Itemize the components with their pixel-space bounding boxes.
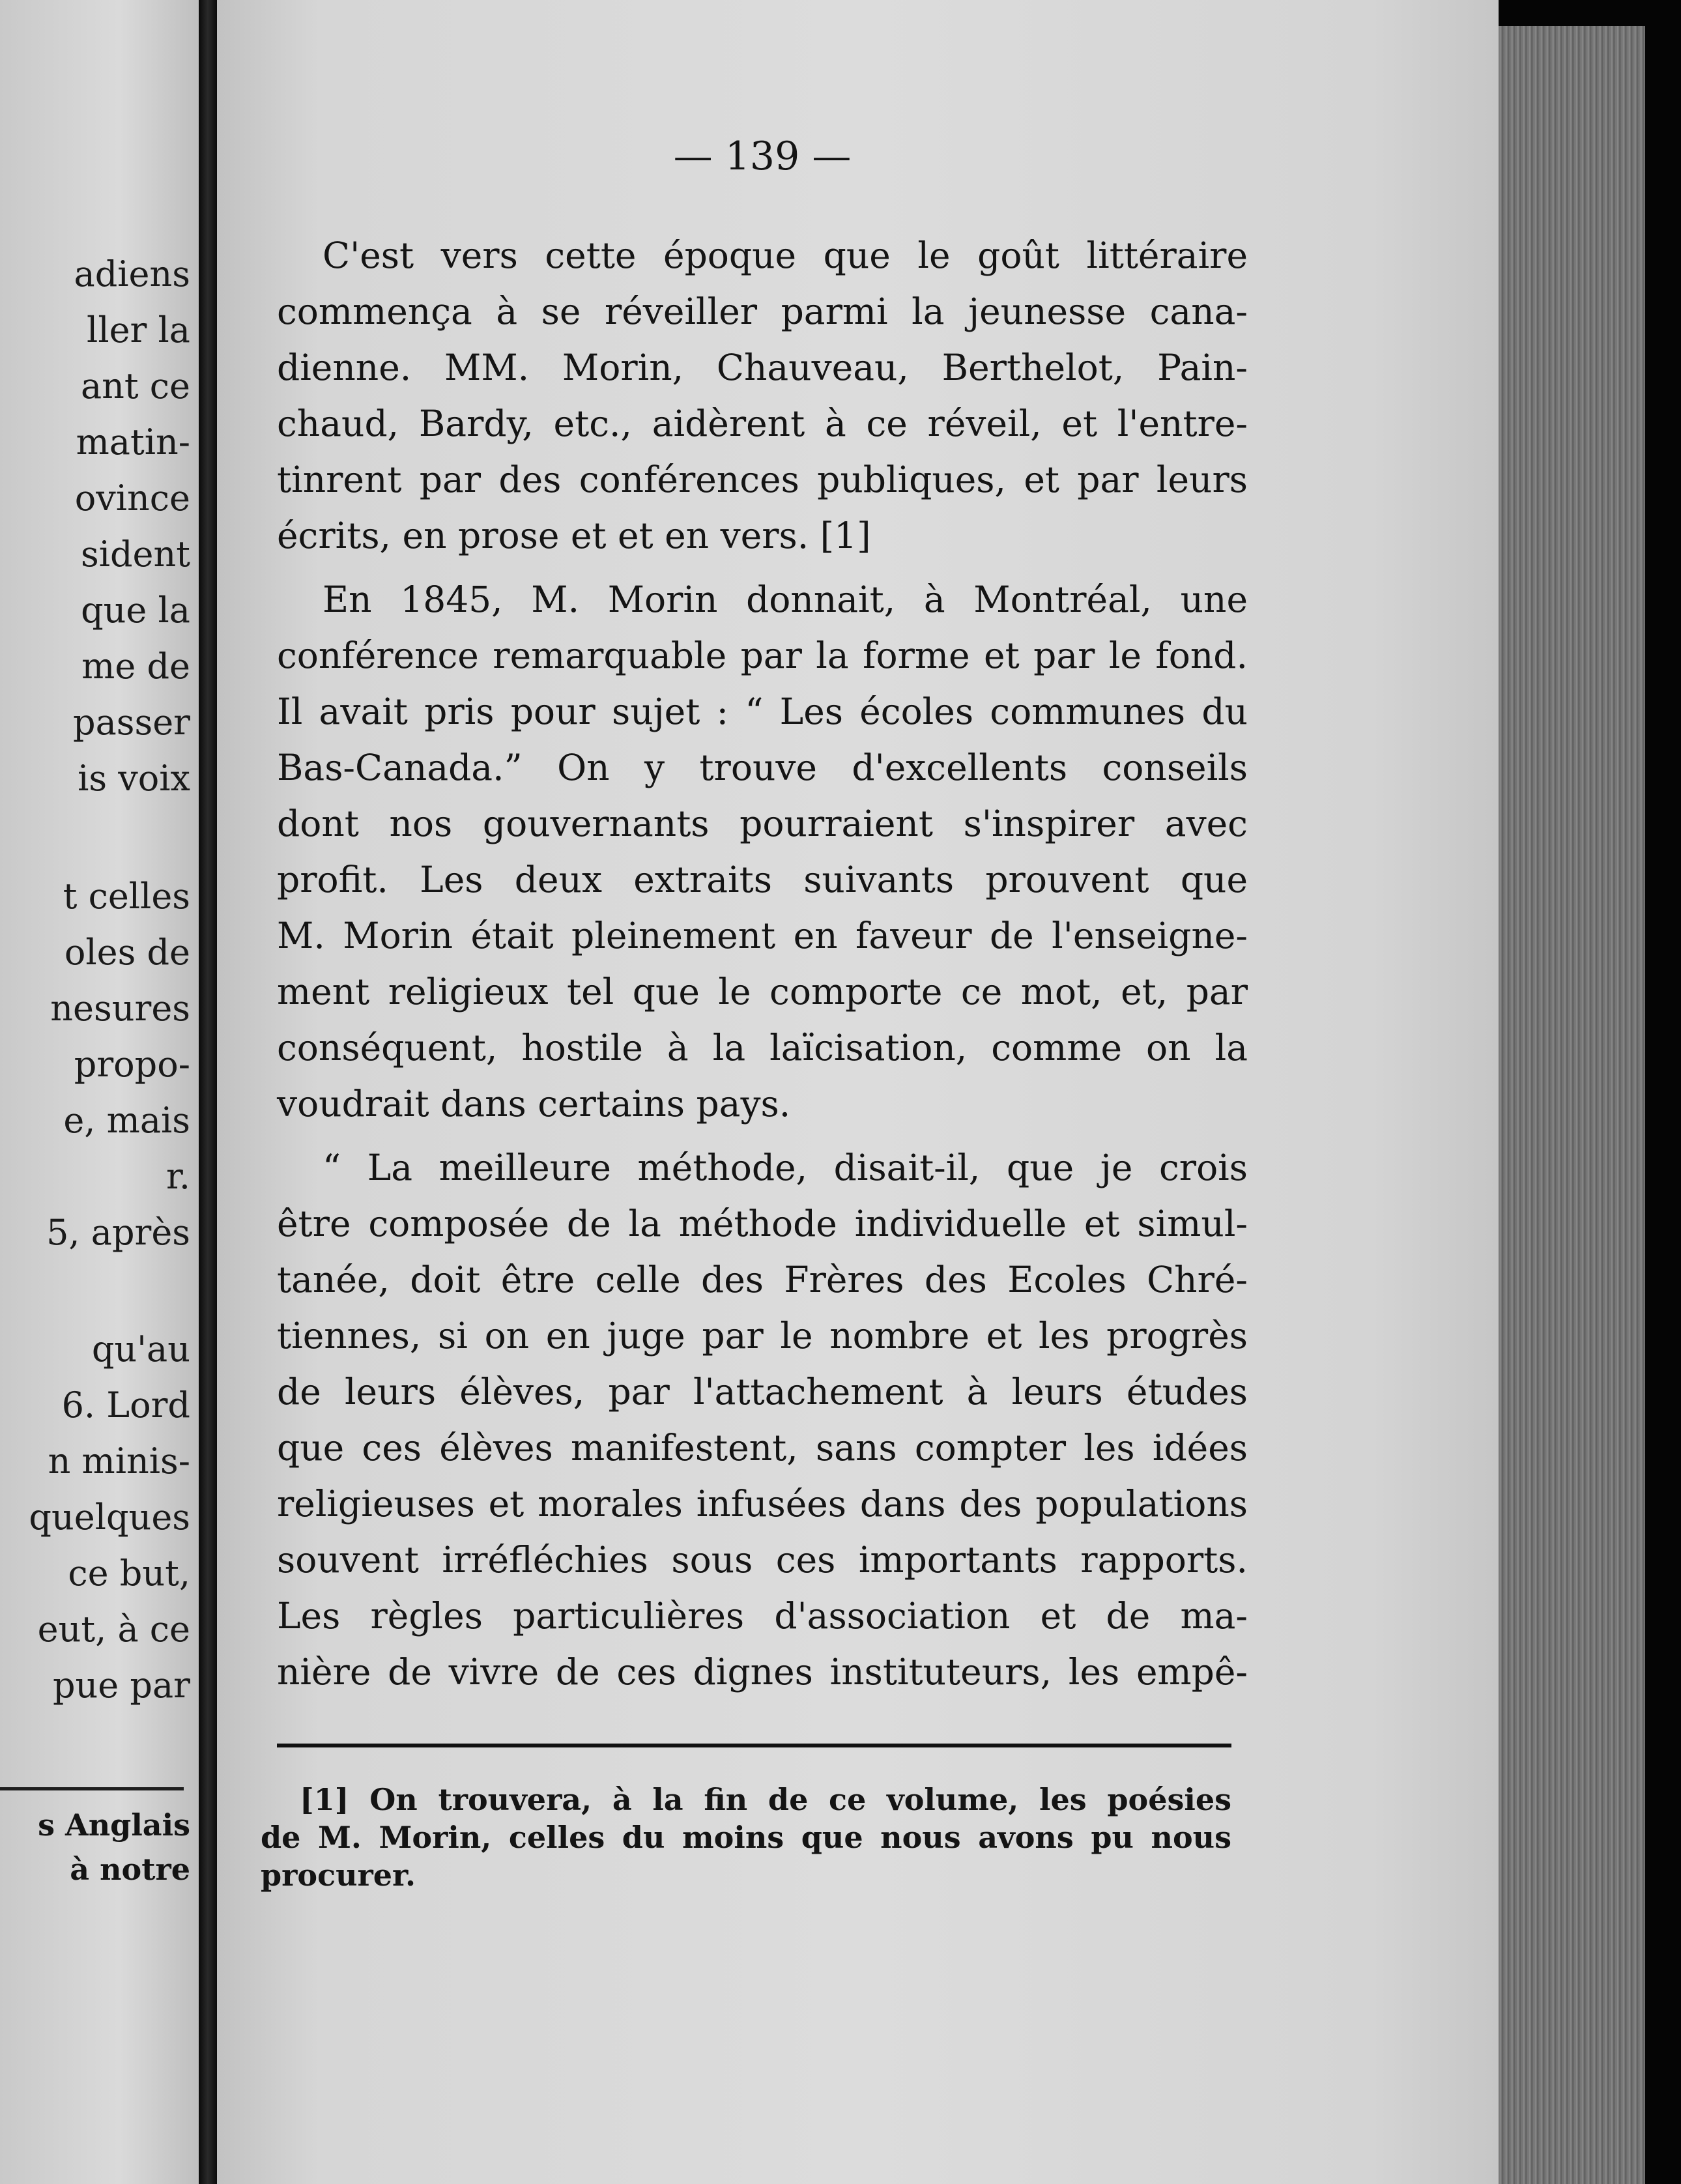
text-line: écrits, en prose et et en vers. [1]	[277, 515, 871, 556]
text-line: nière de vivre de ces dignes instituteurs, les empê-	[277, 1651, 1248, 1693]
left-page-line: ller la	[87, 310, 190, 351]
left-page-line: me de	[81, 646, 190, 687]
left-page-line: ovince	[74, 478, 190, 519]
text-line: voudrait dans certains pays.	[277, 1083, 791, 1125]
left-page-line: passer	[73, 702, 190, 743]
text-line: En 1845, M. Morin donnait, à Montréal, une	[323, 579, 1248, 620]
previous-page-fragment	[0, 0, 199, 2184]
text-line: tiennes, si on en juge par le nombre et les progrès	[277, 1315, 1248, 1357]
text-line: tinrent par des conférences publiques, et par leurs	[277, 459, 1248, 500]
text-line: C'est vers cette époque que le goût littéraire	[323, 235, 1248, 276]
text-line: religieuses et morales infusées dans des populations	[277, 1483, 1248, 1525]
footnote-line: procurer.	[261, 1858, 416, 1893]
text-line: M. Morin était pleinement en faveur de l'enseigne-	[277, 915, 1248, 956]
left-page-footnote-rule	[0, 1787, 184, 1790]
left-page-line: 5, après	[46, 1213, 190, 1253]
text-line: dienne. MM. Morin, Chauveau, Berthelot, Pain-	[277, 347, 1248, 388]
footnote-rule	[277, 1744, 1231, 1747]
text-line: “ La meilleure méthode, disait-il, que je crois	[323, 1147, 1248, 1188]
text-line: être composée de la méthode individuelle et simul-	[277, 1203, 1248, 1244]
text-line: ment religieux tel que le comporte ce mot, et, par	[277, 971, 1248, 1013]
left-page-line: t celles	[63, 876, 190, 917]
left-page-line: oles de	[64, 932, 190, 973]
text-line: de leurs élèves, par l'attachement à leurs études	[277, 1371, 1248, 1413]
left-page-line: sident	[81, 534, 190, 575]
left-page-line: eut, à ce	[37, 1609, 190, 1650]
text-line: conférence remarquable par la forme et par le fond.	[277, 635, 1248, 676]
left-page-line: e, mais	[63, 1100, 190, 1141]
left-page-line: matin-	[76, 422, 190, 463]
text-line: Bas-Canada.” On y trouve d'excellents conseils	[277, 747, 1248, 788]
footnote-line: de M. Morin, celles du moins que nous avons pu nous	[261, 1820, 1231, 1855]
left-page-line: quelques	[29, 1497, 190, 1538]
left-page-line: n minis-	[48, 1441, 190, 1482]
page-edges	[1499, 26, 1645, 2184]
left-page-line: 6. Lord	[61, 1385, 190, 1426]
text-line: que ces élèves manifestent, sans compter les idées	[277, 1427, 1248, 1469]
text-line: commença à se réveiller parmi la jeunesse cana-	[277, 291, 1248, 332]
text-line: conséquent, hostile à la laïcisation, comme on la	[277, 1027, 1248, 1069]
left-page-line: ce but,	[68, 1553, 190, 1594]
left-page-footnote-line: s Anglais	[38, 1808, 190, 1842]
left-page-line: que la	[81, 590, 190, 631]
left-page-line: propo-	[74, 1044, 190, 1085]
text-line: Il avait pris pour sujet : “ Les écoles communes du	[277, 691, 1248, 732]
left-page-line: ant ce	[80, 366, 190, 407]
left-page-line: adiens	[74, 254, 190, 295]
text-line: souvent irréfléchies sous ces importants rapports.	[277, 1539, 1248, 1581]
left-page-line: pue par	[52, 1665, 190, 1706]
left-page-footnote-line: à notre	[70, 1852, 190, 1886]
footnote-line: [1] On trouvera, à la fin de ce volume, les poésies	[300, 1782, 1231, 1817]
text-line: profit. Les deux extraits suivants prouvent que	[277, 859, 1248, 900]
text-line: Les règles particulières d'association et de ma-	[277, 1595, 1248, 1637]
left-page-line: r.	[165, 1157, 190, 1197]
text-line: dont nos gouvernants pourraient s'inspirer avec	[277, 803, 1248, 844]
left-page-line: qu'au	[91, 1329, 190, 1370]
left-page-line: nesures	[50, 988, 190, 1029]
page-number: — 139 —	[673, 134, 852, 179]
left-page-line: is voix	[78, 758, 190, 799]
text-line: chaud, Bardy, etc., aidèrent à ce réveil, et l'entre-	[277, 403, 1248, 444]
book-gutter	[199, 0, 217, 2184]
text-line: tanée, doit être celle des Frères des Ecoles Chré-	[277, 1259, 1248, 1300]
